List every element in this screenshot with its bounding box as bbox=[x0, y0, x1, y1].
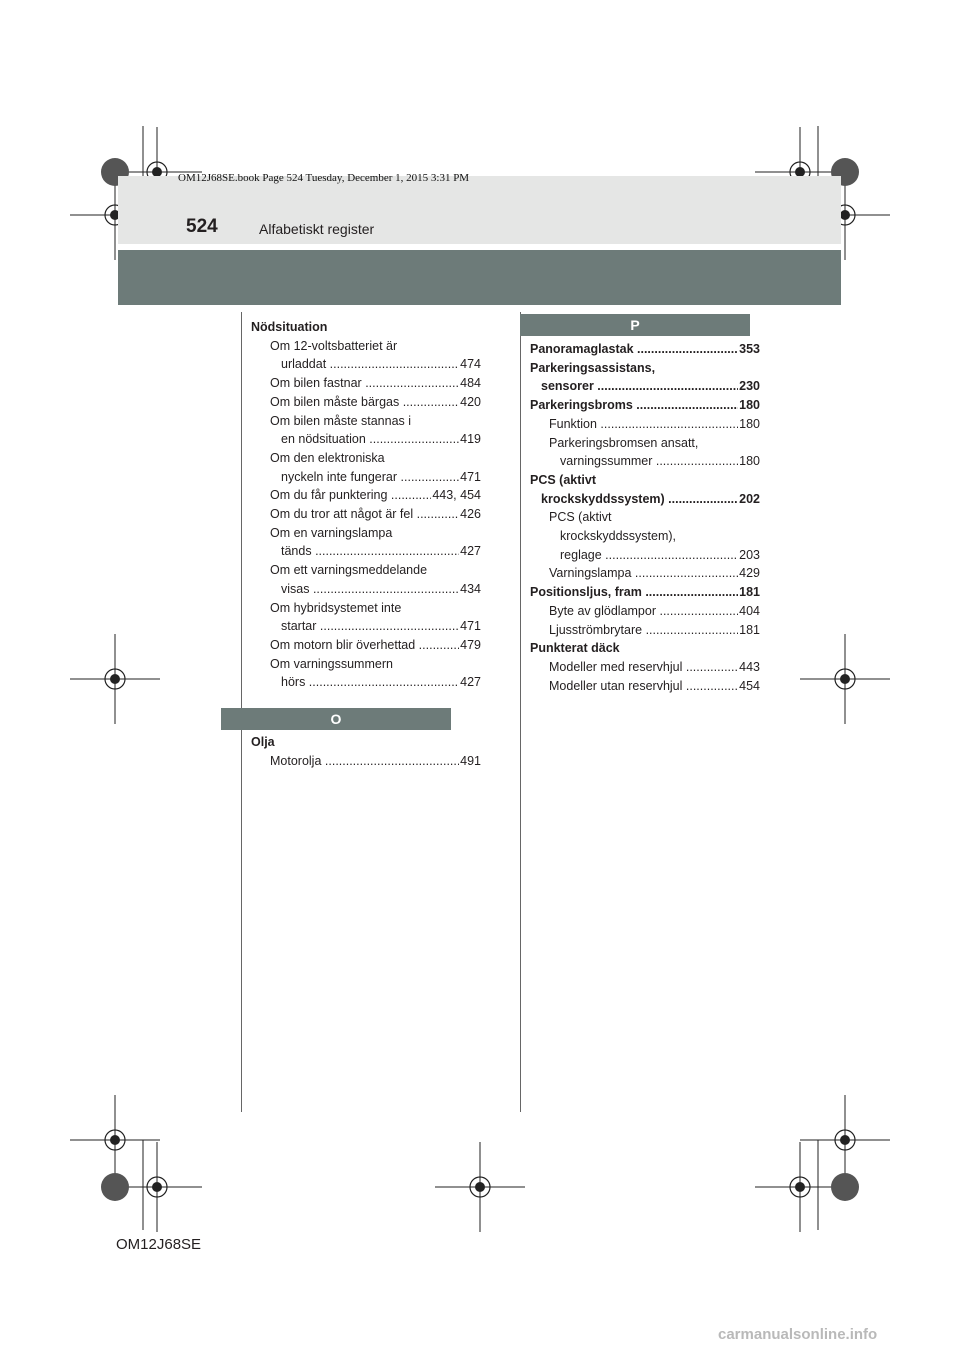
entry-label: krockskyddssystem) ..... bbox=[541, 490, 738, 509]
entry-page-number: 484 bbox=[460, 376, 481, 391]
section-o bbox=[221, 708, 451, 730]
left-column-index bbox=[251, 318, 481, 692]
watermark: carmanualsonline.info bbox=[718, 1326, 878, 1343]
index-entry bbox=[530, 583, 760, 602]
entry-label: en nödsituation ..... bbox=[281, 430, 459, 449]
footer-code: OM12J68SE bbox=[116, 1236, 202, 1253]
section-p-entries bbox=[530, 340, 760, 695]
page-title: Alfabetiskt register bbox=[259, 221, 375, 237]
index-entry bbox=[530, 621, 760, 640]
entry-label: Modeller med reservhjul ..... bbox=[549, 658, 738, 677]
entry-label: Olja bbox=[251, 735, 275, 749]
entry-label: Varningslampa ..... bbox=[549, 564, 738, 583]
entry-page-number: 420 bbox=[460, 394, 481, 409]
entry-page-number: 426 bbox=[460, 507, 481, 522]
index-entry bbox=[251, 655, 481, 692]
index-entry bbox=[251, 374, 481, 393]
entry-page-number: 353 bbox=[739, 342, 760, 356]
entry-page-number: 181 bbox=[739, 585, 760, 600]
entry-label: Om motorn blir överhettad ..... bbox=[270, 636, 459, 655]
entry-page-number: 474 bbox=[460, 357, 481, 372]
entry-label: visas ..... bbox=[281, 580, 459, 599]
entry-label: Nödsituation bbox=[251, 320, 328, 334]
index-entry bbox=[251, 337, 481, 374]
section-p-header: P bbox=[520, 314, 750, 336]
index-entry bbox=[251, 733, 481, 752]
entry-label: urladdat ..... bbox=[281, 355, 459, 374]
entry-page-number: 181 bbox=[739, 622, 760, 637]
entry-page-number: 471 bbox=[460, 619, 481, 634]
entry-page-number: 419 bbox=[460, 432, 481, 447]
entry-page-number: 202 bbox=[739, 491, 760, 506]
entry-label: Parkeringsbromsen ansatt, bbox=[549, 435, 699, 450]
index-entry bbox=[251, 449, 481, 486]
entry-label: Modeller utan reservhjul ..... bbox=[549, 677, 738, 696]
index-entry bbox=[530, 471, 760, 508]
entry-page-number: 443 bbox=[739, 659, 760, 674]
entry-page-number: 454 bbox=[739, 678, 760, 693]
index-entry bbox=[251, 752, 481, 771]
entry-label: Om 12-voltsbatteriet är bbox=[270, 338, 398, 353]
entry-label: Om bilen måste stannas i bbox=[270, 413, 412, 428]
page-number: 524 bbox=[186, 216, 218, 237]
index-entry bbox=[251, 318, 481, 337]
header-band-dark bbox=[118, 250, 841, 305]
index-entry bbox=[251, 393, 481, 412]
entry-page-number: 491 bbox=[460, 753, 481, 768]
entry-label: nyckeln inte fungerar ..... bbox=[281, 468, 459, 487]
index-entry bbox=[251, 524, 481, 561]
entry-label: startar ..... bbox=[281, 617, 459, 636]
index-entry bbox=[251, 599, 481, 636]
entry-page-number: 180 bbox=[739, 454, 760, 469]
entry-page-number: 230 bbox=[739, 379, 760, 394]
entry-label: varningssummer ..... bbox=[560, 452, 738, 471]
index-entry bbox=[530, 658, 760, 677]
entry-label: Panoramaglastak ..... bbox=[530, 340, 738, 359]
index-entry bbox=[530, 340, 760, 359]
entry-label: Om du tror att något är fel ..... bbox=[270, 505, 459, 524]
entry-label: Punkterat däck bbox=[530, 641, 620, 656]
entry-label: reglage ..... bbox=[560, 546, 738, 565]
entry-page-number: 434 bbox=[460, 581, 481, 596]
entry-label: Om den elektroniska bbox=[270, 450, 385, 465]
index-entry bbox=[251, 636, 481, 655]
entry-page-number: 427 bbox=[460, 544, 481, 559]
entry-page-number: 429 bbox=[739, 566, 760, 581]
entry-label: PCS (aktivt bbox=[549, 510, 612, 525]
entry-page-number: 203 bbox=[739, 547, 760, 562]
entry-page-number: 443, 454 bbox=[432, 488, 481, 503]
entry-label: Om bilen måste bärgas ..... bbox=[270, 393, 459, 412]
index-entry bbox=[530, 564, 760, 583]
index-entry bbox=[251, 561, 481, 598]
index-entry bbox=[530, 359, 760, 396]
entry-label: Om bilen fastnar ..... bbox=[270, 374, 459, 393]
entry-label: krockskyddssystem), bbox=[560, 529, 676, 544]
entry-page-number: 180 bbox=[739, 416, 760, 431]
index-entry bbox=[251, 486, 481, 505]
entry-label: Om du får punktering ..... bbox=[270, 486, 431, 505]
entry-page-number: 471 bbox=[460, 469, 481, 484]
section-p bbox=[520, 314, 750, 336]
index-entry bbox=[530, 602, 760, 621]
book-info-line: OM12J68SE.book Page 524 Tuesday, December 1, 2015 3:31 PM bbox=[178, 172, 470, 184]
index-entry bbox=[530, 415, 760, 434]
entry-label: PCS (aktivt bbox=[530, 472, 596, 487]
index-entry bbox=[530, 434, 760, 471]
entry-label: Om varningssummern bbox=[270, 656, 393, 671]
entry-label: Om ett varningsmeddelande bbox=[270, 563, 428, 578]
header-band-light bbox=[118, 176, 841, 244]
entry-page-number: 180 bbox=[739, 398, 760, 413]
entry-label: tänds ..... bbox=[281, 542, 459, 561]
entry-label: Om hybridsystemet inte bbox=[270, 600, 402, 615]
entry-label: sensorer ..... bbox=[541, 377, 738, 396]
entry-label: Parkeringsbroms ..... bbox=[530, 396, 738, 415]
entry-page-number: 404 bbox=[739, 603, 760, 618]
entry-label: Funktion ..... bbox=[549, 415, 738, 434]
section-o-header: O bbox=[221, 708, 451, 730]
column-divider-middle bbox=[520, 312, 521, 1112]
entry-label: hörs ..... bbox=[281, 673, 459, 692]
entry-label: Om en varningslampa bbox=[270, 525, 393, 540]
section-o-entries bbox=[251, 733, 481, 770]
index-entry bbox=[530, 396, 760, 415]
entry-label: Motorolja ..... bbox=[270, 752, 459, 771]
index-entry bbox=[530, 508, 760, 564]
entry-page-number: 479 bbox=[460, 637, 481, 652]
index-entry bbox=[251, 412, 481, 449]
entry-label: Positionsljus, fram ..... bbox=[530, 583, 738, 602]
index-entry bbox=[530, 677, 760, 696]
entry-label: Ljusströmbrytare ..... bbox=[549, 621, 738, 640]
index-entry bbox=[530, 639, 760, 658]
entry-label: Parkeringsassistans, bbox=[530, 360, 656, 375]
entry-page-number: 427 bbox=[460, 675, 481, 690]
index-entry bbox=[251, 505, 481, 524]
entry-label: Byte av glödlampor ..... bbox=[549, 602, 738, 621]
